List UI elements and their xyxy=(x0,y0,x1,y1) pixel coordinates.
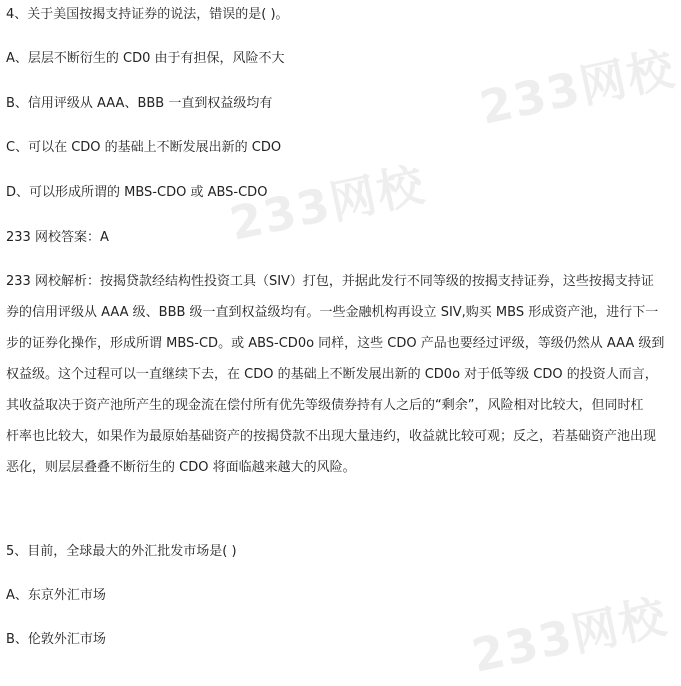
question-5-option-b: B、伦敦外汇市场 xyxy=(6,632,106,647)
question-5-stem: 5、目前，全球最大的外汇批发市场是( ) xyxy=(6,544,237,559)
question-4-analysis xyxy=(6,273,665,490)
analysis-line: 其收益取决于资产池所产生的现金流在偿付所有优先等级债券持有人之后的“剩余”，风险相对比较大，但同时杠 xyxy=(6,398,644,413)
watermark-top: 233网校 xyxy=(475,40,681,135)
question-4-option-a: A、层层不断衍生的 CD0 由于有担保，风险不大 xyxy=(6,51,285,66)
analysis-line: 券的信用评级从 AAA 级、BBB 级一直到权益级均有。一些金融机构再设立 SIV,购买 MBS 形成资产池，进行下一 xyxy=(6,305,659,320)
analysis-line: 恶化，则层层叠叠不断衍生的 CDO 将面临越来越大的风险。 xyxy=(6,460,356,475)
watermark-middle: 233网校 xyxy=(225,156,431,251)
analysis-line: 步的证券化操作，形成所谓 MBS-CD。或 ABS-CD0o 同样，这些 CDO 产品也要经过评级，等级仍然从 AAA 级到 xyxy=(6,336,665,351)
question-5-option-a: A、东京外汇市场 xyxy=(6,588,106,603)
watermark-bottom: 233网校 xyxy=(467,588,673,683)
question-4-option-c: C、可以在 CDO 的基础上不断发展出新的 CDO xyxy=(6,140,282,155)
question-4-stem: 4、关于美国按揭支持证券的说法，错误的是( )。 xyxy=(6,7,289,22)
question-4-answer: 233 网校答案：A xyxy=(6,230,109,245)
analysis-line: 233 网校解析：按揭贷款经结构性投资工具（SIV）打包，并据此发行不同等级的按揭支持证券，这些按揭支持证 xyxy=(6,274,654,289)
question-4-option-b: B、信用评级从 AAA、BBB 一直到权益级均有 xyxy=(6,96,273,111)
analysis-line: 权益级。这个过程可以一直继续下去，在 CDO 的基础上不断发展出新的 CD0o 对于低等级 CDO 的投资人而言， xyxy=(6,367,658,382)
question-4-option-d: D、可以形成所谓的 MBS-CDO 或 ABS-CDO xyxy=(6,185,268,200)
analysis-line: 杆率也比较大，如果作为最原始基础资产的按揭贷款不出现大量违约，收益就比较可观；反之，若基础资产池出现 xyxy=(6,429,657,444)
